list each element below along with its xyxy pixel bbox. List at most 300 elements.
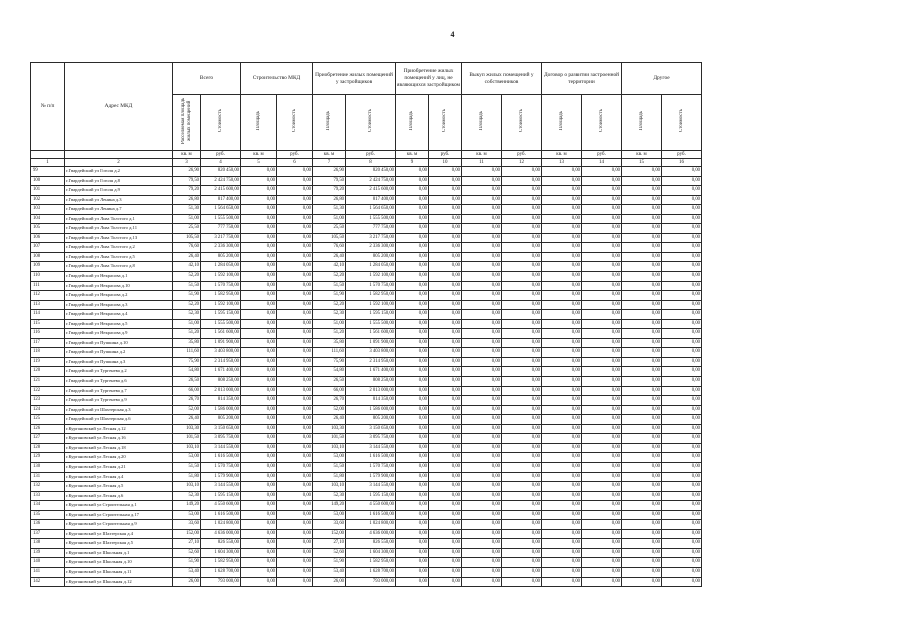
row-zero-value: 0,00 [502,205,542,215]
row-area-purchase: 53,40 [313,567,346,577]
row-cost-purchase: 805 200,00 [346,252,396,262]
row-zero-value: 0,00 [429,472,462,482]
row-cost-purchase: 1 592 100,00 [346,272,396,282]
row-zero-value: 0,00 [429,167,462,177]
row-zero-value: 0,00 [429,291,462,301]
row-number: 125 [31,415,65,425]
unit-rub: руб. [502,151,542,159]
row-address: г.Гвардейский ул Некрасова д.10 [65,281,173,291]
row-cost-purchase: 777 750,00 [346,224,396,234]
row-zero-value: 0,00 [462,453,502,463]
row-zero-value: 0,00 [429,214,462,224]
row-cost-total: 1 604 300,00 [201,548,241,558]
subheader-area: Площадь [241,95,277,151]
row-area-purchase: 53,00 [313,510,346,520]
row-zero-value: 0,00 [662,348,702,358]
table-row [31,377,702,387]
row-area-purchase: 26,40 [313,415,346,425]
row-zero-value: 0,00 [662,567,702,577]
row-cost-total: 826 550,00 [201,539,241,549]
row-zero-value: 0,00 [429,462,462,472]
row-zero-value: 0,00 [462,424,502,434]
row-zero-value: 0,00 [662,367,702,377]
table-row [31,548,702,558]
row-cost-construction: 0,00 [277,233,313,243]
row-area-purchase: 101,50 [313,434,346,444]
row-zero-value: 0,00 [429,319,462,329]
row-zero-value: 0,00 [396,272,429,282]
row-zero-value: 0,00 [429,482,462,492]
row-zero-value: 0,00 [582,338,622,348]
row-zero-value: 0,00 [622,453,662,463]
row-zero-value: 0,00 [396,415,429,425]
table-row [31,186,702,196]
row-cost-construction: 0,00 [277,176,313,186]
row-zero-value: 0,00 [429,252,462,262]
header-buyout: Выкуп жилых помещений у собственников [462,63,542,95]
row-cost-construction: 0,00 [277,501,313,511]
unit-rub: руб. [429,151,462,159]
row-zero-value: 0,00 [542,520,582,530]
row-zero-value: 0,00 [502,291,542,301]
row-zero-value: 0,00 [462,224,502,234]
row-zero-value: 0,00 [622,252,662,262]
row-zero-value: 0,00 [502,529,542,539]
row-area-construction: 0,00 [241,167,277,177]
row-cost-purchase: 805 200,00 [346,415,396,425]
row-zero-value: 0,00 [502,224,542,234]
row-zero-value: 0,00 [582,319,622,329]
row-address: г.Гвардейский ул Гоголя д.2 [65,167,173,177]
row-zero-value: 0,00 [622,377,662,387]
row-area-construction: 0,00 [241,252,277,262]
row-zero-value: 0,00 [396,319,429,329]
row-zero-value: 0,00 [622,386,662,396]
row-area-construction: 0,00 [241,281,277,291]
row-zero-value: 0,00 [662,291,702,301]
row-cost-construction: 0,00 [277,329,313,339]
subheader-area: Площадь [462,95,502,151]
row-address: г.Кургановский ул Школьная д.10 [65,558,173,568]
row-cost-purchase: 1 555 500,00 [346,214,396,224]
row-area-construction: 0,00 [241,443,277,453]
row-zero-value: 0,00 [462,272,502,282]
table-row [31,224,702,234]
row-address: г.Кургановский ул Школьная д.1 [65,548,173,558]
row-zero-value: 0,00 [622,472,662,482]
row-zero-value: 0,00 [502,482,542,492]
table-row [31,386,702,396]
row-zero-value: 0,00 [662,405,702,415]
row-zero-value: 0,00 [502,252,542,262]
unit-rub: руб. [582,151,622,159]
row-zero-value: 0,00 [542,319,582,329]
row-zero-value: 0,00 [662,272,702,282]
row-area-construction: 0,00 [241,434,277,444]
row-zero-value: 0,00 [429,386,462,396]
row-area-total: 51,80 [173,472,201,482]
row-zero-value: 0,00 [396,252,429,262]
row-zero-value: 0,00 [502,434,542,444]
row-number: 108 [31,252,65,262]
table-row [31,482,702,492]
row-zero-value: 0,00 [542,252,582,262]
row-zero-value: 0,00 [582,491,622,501]
row-zero-value: 0,00 [662,329,702,339]
row-zero-value: 0,00 [542,510,582,520]
row-zero-value: 0,00 [542,529,582,539]
row-zero-value: 0,00 [502,462,542,472]
row-zero-value: 0,00 [582,472,622,482]
row-zero-value: 0,00 [462,567,502,577]
row-zero-value: 0,00 [429,548,462,558]
row-area-purchase: 33,60 [313,520,346,530]
row-number: 126 [31,424,65,434]
row-zero-value: 0,00 [582,272,622,282]
row-area-purchase: 51,00 [313,214,346,224]
row-zero-value: 0,00 [662,577,702,587]
row-address: г.Кургановский ул Лесная д.6 [65,491,173,501]
row-cost-construction: 0,00 [277,205,313,215]
row-area-total: 111,60 [173,348,201,358]
row-zero-value: 0,00 [502,167,542,177]
unit-rub: руб. [662,151,702,159]
row-area-purchase: 26,80 [313,195,346,205]
row-number: 122 [31,386,65,396]
row-zero-value: 0,00 [429,415,462,425]
row-address: г.Кургановский ул Строительная д.9 [65,520,173,530]
row-zero-value: 0,00 [462,434,502,444]
row-area-construction: 0,00 [241,195,277,205]
row-cost-total: 1 582 950,00 [201,291,241,301]
table-row [31,205,702,215]
row-area-total: 103,30 [173,424,201,434]
row-zero-value: 0,00 [662,195,702,205]
row-area-purchase: 111,60 [313,348,346,358]
row-number: 111 [31,281,65,291]
row-address: г.Гвардейский ул Ленина д.3 [65,195,173,205]
row-zero-value: 0,00 [542,577,582,587]
row-area-construction: 0,00 [241,243,277,253]
row-cost-total: 3 217 750,00 [201,233,241,243]
row-address: г.Кургановский ул Шахтерская д.5 [65,539,173,549]
table-row [31,520,702,530]
table-row [31,348,702,358]
row-zero-value: 0,00 [462,462,502,472]
row-cost-total: 817 400,00 [201,195,241,205]
row-area-purchase: 52,00 [313,405,346,415]
row-zero-value: 0,00 [502,357,542,367]
row-number: 128 [31,443,65,453]
row-zero-value: 0,00 [622,281,662,291]
row-zero-value: 0,00 [622,510,662,520]
row-area-construction: 0,00 [241,262,277,272]
row-zero-value: 0,00 [622,176,662,186]
row-area-purchase: 51,50 [313,462,346,472]
row-zero-value: 0,00 [462,491,502,501]
row-cost-purchase: 1 564 650,00 [346,205,396,215]
table-row [31,329,702,339]
row-area-total: 26,90 [173,167,201,177]
row-zero-value: 0,00 [582,195,622,205]
row-zero-value: 0,00 [622,262,662,272]
subheader-cost: Стоимость [201,95,241,151]
table-row [31,357,702,367]
row-area-purchase: 149,20 [313,501,346,511]
row-zero-value: 0,00 [396,491,429,501]
row-zero-value: 0,00 [622,443,662,453]
row-cost-construction: 0,00 [277,548,313,558]
row-cost-construction: 0,00 [277,224,313,234]
row-cost-construction: 0,00 [277,214,313,224]
row-area-construction: 0,00 [241,539,277,549]
row-zero-value: 0,00 [662,319,702,329]
row-cost-construction: 0,00 [277,405,313,415]
row-cost-construction: 0,00 [277,262,313,272]
row-zero-value: 0,00 [502,329,542,339]
row-zero-value: 0,00 [429,567,462,577]
row-cost-purchase: 1 570 750,00 [346,462,396,472]
row-area-purchase: 79,50 [313,176,346,186]
row-zero-value: 0,00 [396,348,429,358]
row-cost-total: 1 582 950,00 [201,558,241,568]
row-address: г.Гвардейский ул Льва Толстого д.13 [65,233,173,243]
row-zero-value: 0,00 [462,195,502,205]
row-zero-value: 0,00 [542,558,582,568]
row-zero-value: 0,00 [462,262,502,272]
row-cost-purchase: 826 550,00 [346,539,396,549]
row-cost-total: 3 144 550,00 [201,482,241,492]
row-cost-total: 1 564 650,00 [201,205,241,215]
row-area-purchase: 52,30 [313,491,346,501]
column-number: 10 [429,159,462,167]
row-area-total: 26,80 [173,195,201,205]
subheader-area: Площадь [313,95,346,151]
row-cost-purchase: 1 555 500,00 [346,319,396,329]
row-zero-value: 0,00 [396,338,429,348]
row-zero-value: 0,00 [502,424,542,434]
row-area-total: 52,30 [173,491,201,501]
row-cost-purchase: 808 250,00 [346,377,396,387]
row-zero-value: 0,00 [396,577,429,587]
row-cost-purchase: 1 024 800,00 [346,520,396,530]
row-cost-purchase: 817 400,00 [346,195,396,205]
row-area-total: 53,40 [173,567,201,577]
row-zero-value: 0,00 [582,462,622,472]
row-address: г.Гвардейский ул Ленина д.7 [65,205,173,215]
row-cost-purchase: 2 013 000,00 [346,386,396,396]
row-cost-construction: 0,00 [277,396,313,406]
row-area-construction: 0,00 [241,176,277,186]
row-number: 141 [31,567,65,577]
row-area-total: 51,90 [173,558,201,568]
row-area-total: 26,70 [173,396,201,406]
row-zero-value: 0,00 [662,186,702,196]
row-cost-purchase: 1 561 600,00 [346,329,396,339]
row-zero-value: 0,00 [429,443,462,453]
row-address: г.Гвардейский ул Некрасова д.4 [65,310,173,320]
row-address: г.Кургановский ул Лесная д.4 [65,472,173,482]
units-row [31,151,702,159]
row-address: г.Кургановский ул Школьная д.12 [65,577,173,587]
row-zero-value: 0,00 [582,482,622,492]
table-row [31,252,702,262]
row-zero-value: 0,00 [396,300,429,310]
row-cost-construction: 0,00 [277,300,313,310]
row-zero-value: 0,00 [462,482,502,492]
header-address: Адрес МКД [65,63,173,151]
row-zero-value: 0,00 [622,272,662,282]
row-cost-construction: 0,00 [277,482,313,492]
row-cost-construction: 0,00 [277,195,313,205]
row-address: г.Кургановский ул Лесная д.20 [65,453,173,463]
row-zero-value: 0,00 [582,205,622,215]
table-row [31,558,702,568]
table-row [31,539,702,549]
row-zero-value: 0,00 [662,539,702,549]
row-zero-value: 0,00 [396,424,429,434]
row-zero-value: 0,00 [582,539,622,549]
row-zero-value: 0,00 [396,329,429,339]
row-zero-value: 0,00 [582,357,622,367]
row-number: 106 [31,233,65,243]
row-zero-value: 0,00 [542,377,582,387]
row-area-purchase: 103,30 [313,424,346,434]
row-number: 135 [31,510,65,520]
subheader-cost: Стоимость [582,95,622,151]
row-zero-value: 0,00 [542,453,582,463]
row-cost-total: 2 314 950,00 [201,357,241,367]
row-area-total: 26,50 [173,377,201,387]
column-number: 11 [462,159,502,167]
row-area-total: 53,00 [173,510,201,520]
row-area-purchase: 26,70 [313,396,346,406]
row-zero-value: 0,00 [542,443,582,453]
row-zero-value: 0,00 [462,338,502,348]
row-zero-value: 0,00 [502,567,542,577]
row-cost-construction: 0,00 [277,167,313,177]
row-zero-value: 0,00 [542,424,582,434]
row-zero-value: 0,00 [429,501,462,511]
row-address: г.Гвардейский ул Льва Толстого д.5 [65,252,173,262]
row-zero-value: 0,00 [462,233,502,243]
row-area-total: 101,50 [173,434,201,444]
row-zero-value: 0,00 [582,386,622,396]
row-cost-purchase: 1 616 500,00 [346,510,396,520]
row-area-purchase: 52,30 [313,310,346,320]
row-zero-value: 0,00 [502,338,542,348]
row-zero-value: 0,00 [662,482,702,492]
table-row [31,291,702,301]
table-row [31,415,702,425]
row-zero-value: 0,00 [542,291,582,301]
row-zero-value: 0,00 [502,539,542,549]
row-zero-value: 0,00 [502,577,542,587]
row-number: 129 [31,453,65,463]
row-cost-total: 1 555 500,00 [201,319,241,329]
row-cost-construction: 0,00 [277,415,313,425]
row-area-purchase: 54,80 [313,367,346,377]
row-area-purchase: 51,90 [313,291,346,301]
row-zero-value: 0,00 [502,520,542,530]
row-address: г.Кургановский ул Шахтерская д.4 [65,529,173,539]
row-zero-value: 0,00 [396,453,429,463]
row-zero-value: 0,00 [502,310,542,320]
row-cost-construction: 0,00 [277,539,313,549]
row-zero-value: 0,00 [662,558,702,568]
row-zero-value: 0,00 [429,510,462,520]
row-cost-purchase: 1 604 300,00 [346,548,396,558]
row-zero-value: 0,00 [622,167,662,177]
row-zero-value: 0,00 [429,520,462,530]
row-zero-value: 0,00 [396,443,429,453]
row-area-purchase: 51,00 [313,319,346,329]
row-area-purchase: 51,20 [313,329,346,339]
row-zero-value: 0,00 [542,357,582,367]
row-zero-value: 0,00 [429,539,462,549]
row-zero-value: 0,00 [462,367,502,377]
row-area-construction: 0,00 [241,291,277,301]
row-zero-value: 0,00 [542,338,582,348]
row-address: г.Кургановский ул Школьная д.11 [65,567,173,577]
row-zero-value: 0,00 [622,501,662,511]
row-zero-value: 0,00 [429,310,462,320]
header-construction: Строительство МКД [241,63,313,95]
table-row [31,577,702,587]
row-number: 101 [31,186,65,196]
row-zero-value: 0,00 [502,548,542,558]
unit-cell-empty [31,151,65,159]
row-zero-value: 0,00 [462,300,502,310]
table-row [31,243,702,253]
row-area-total: 52,60 [173,548,201,558]
row-cost-total: 3 150 650,00 [201,424,241,434]
column-number: 5 [241,159,277,167]
row-cost-purchase: 4 550 600,00 [346,501,396,511]
row-zero-value: 0,00 [462,348,502,358]
column-numbers-row [31,159,702,167]
row-cost-construction: 0,00 [277,291,313,301]
row-cost-purchase: 3 144 550,00 [346,443,396,453]
row-zero-value: 0,00 [582,405,622,415]
row-cost-total: 1 595 150,00 [201,310,241,320]
row-zero-value: 0,00 [622,310,662,320]
row-area-total: 51,30 [173,205,201,215]
row-address: г.Кургановский ул Лесная д.16 [65,434,173,444]
row-address: г.Гвардейский ул Некрасова д.9 [65,329,173,339]
row-zero-value: 0,00 [502,396,542,406]
row-area-purchase: 35,80 [313,338,346,348]
row-zero-value: 0,00 [582,396,622,406]
table-row [31,310,702,320]
row-zero-value: 0,00 [502,472,542,482]
row-number: 102 [31,195,65,205]
row-zero-value: 0,00 [502,281,542,291]
row-area-purchase: 66,00 [313,386,346,396]
row-number: 120 [31,367,65,377]
row-cost-construction: 0,00 [277,281,313,291]
row-zero-value: 0,00 [462,396,502,406]
row-zero-value: 0,00 [622,186,662,196]
row-number: 112 [31,291,65,301]
row-cost-construction: 0,00 [277,310,313,320]
row-zero-value: 0,00 [582,434,622,444]
row-cost-total: 4 550 600,00 [201,501,241,511]
row-zero-value: 0,00 [429,329,462,339]
row-zero-value: 0,00 [582,310,622,320]
row-cost-total: 1 570 750,00 [201,462,241,472]
row-zero-value: 0,00 [582,176,622,186]
